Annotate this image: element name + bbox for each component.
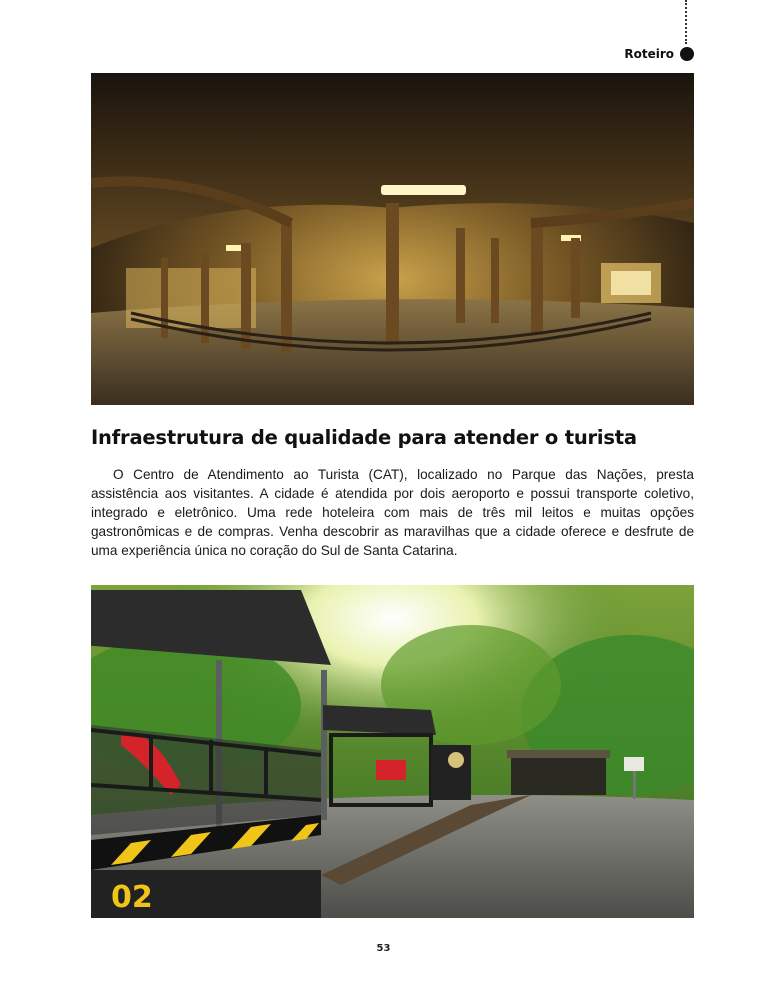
article-body: O Centro de Atendimento ao Turista (CAT), localizado no Parque das Nações, presta assistência aos visitantes. A cidade é atendida por dois aeroporto e possui transporte coletivo, integrado e eletrônico. Uma rede hoteleira com mais de três mil leitos e muitas opções gastronômicas e de compras. Venha descobrir as maravilhas que a cidade oferece e desfrute de uma experiência única no coração do Sul de Santa Catarina. <box>91 467 694 558</box>
mine-train-photo <box>91 585 694 918</box>
section-label: Roteiro <box>624 47 674 61</box>
train-car-number: 02 <box>111 880 153 915</box>
article-title: Infraestrutura de qualidade para atender o turista <box>91 426 637 449</box>
section-header <box>624 44 694 64</box>
mine-tunnel-illustration <box>91 73 694 405</box>
page-number: 53 <box>376 943 391 954</box>
mine-train-illustration <box>91 585 694 918</box>
mine-tunnel-photo <box>91 73 694 405</box>
dotted-guide-line <box>685 0 687 44</box>
bullet-dot-icon <box>680 47 694 61</box>
